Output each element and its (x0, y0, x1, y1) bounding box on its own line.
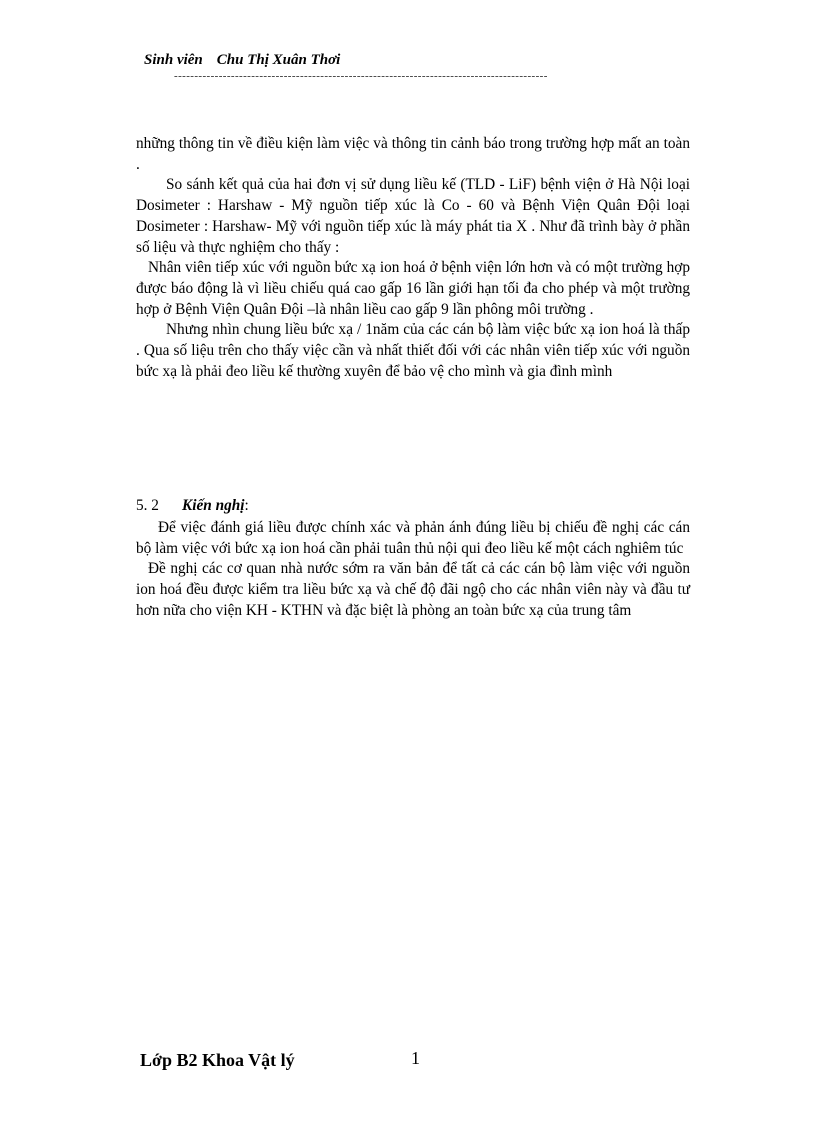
paragraph-comparison: So sánh kết quả của hai đơn vị sử dụng liều kế (TLD - LiF) bệnh viện ở Hà Nội loại Dosimeter : Harshaw - Mỹ nguồn tiếp xúc là Co - 60 và Bệnh Viện Quân Đội loại Dosimeter : Harshaw- Mỹ với nguồn tiếp xúc là máy phát tia X . Như đã trình bày ở phần số liệu và thực nghiệm cho thấy : (136, 176, 690, 256)
paragraph-recommendation-2: Đề nghị các cơ quan nhà nước sớm ra văn bản để tất cả các cán bộ làm việc với nguồn ion hoá đều được kiểm tra liều bức xạ và chế độ đãi ngộ cho các nhân viên này và đầu tư hơn nữa cho viện KH - KTHN và đặc biệt là phòng an toàn bức xạ của trung tâm (136, 560, 690, 619)
section-title: Kiến nghị (182, 497, 245, 514)
paragraph-general-dose: Nhưng nhìn chung liều bức xạ / 1năm của các cán bộ làm việc bức xạ ion hoá là thấp . Qua số liệu trên cho thấy việc cần và nhất thiết đối với các nhân viên tiếp xúc với nguồn bức xạ là phải đeo liều kế thường xuyên để bảo vệ cho mình và gia đình mình (136, 321, 690, 380)
page-number: 1 (411, 1048, 420, 1068)
header-author (144, 52, 340, 69)
footer-class-label: Lớp B2 Khoa Vật lý (140, 1050, 295, 1070)
header-divider: -------------------------------------------------------------------------------------------- (174, 70, 548, 82)
section-number: 5. 2 (136, 497, 159, 514)
author-name: Chu Thị Xuân Thơi (216, 52, 341, 68)
body-text-recommendations (136, 518, 690, 622)
body-text-top (136, 134, 690, 382)
paragraph-working-conditions: những thông tin về điều kiện làm việc và thông tin cảnh báo trong trường hợp mất an toàn . (136, 135, 690, 173)
author-label: Sinh viên (144, 52, 203, 68)
paragraph-recommendation-1: Để việc đánh giá liều được chính xác và phản ánh đúng liều bị chiếu đề nghị các cán bộ làm việc với bức xạ ion hoá cần phải tuân thủ nội qui đeo liều kế một cách nghiêm túc (136, 519, 690, 557)
section-heading (136, 497, 249, 515)
paragraph-staff-exposure: Nhân viên tiếp xúc với nguồn bức xạ ion hoá ở bệnh viện lớn hơn và có một trường hợp được báo động là vì liều chiếu quá cao gấp 16 lần giới hạn tối đa cho phép và một trường hợp ở Bệnh Viện Quân Đội –là nhân liều cao gấp 9 lần phông môi trường . (136, 259, 690, 318)
section-colon: : (244, 497, 249, 514)
